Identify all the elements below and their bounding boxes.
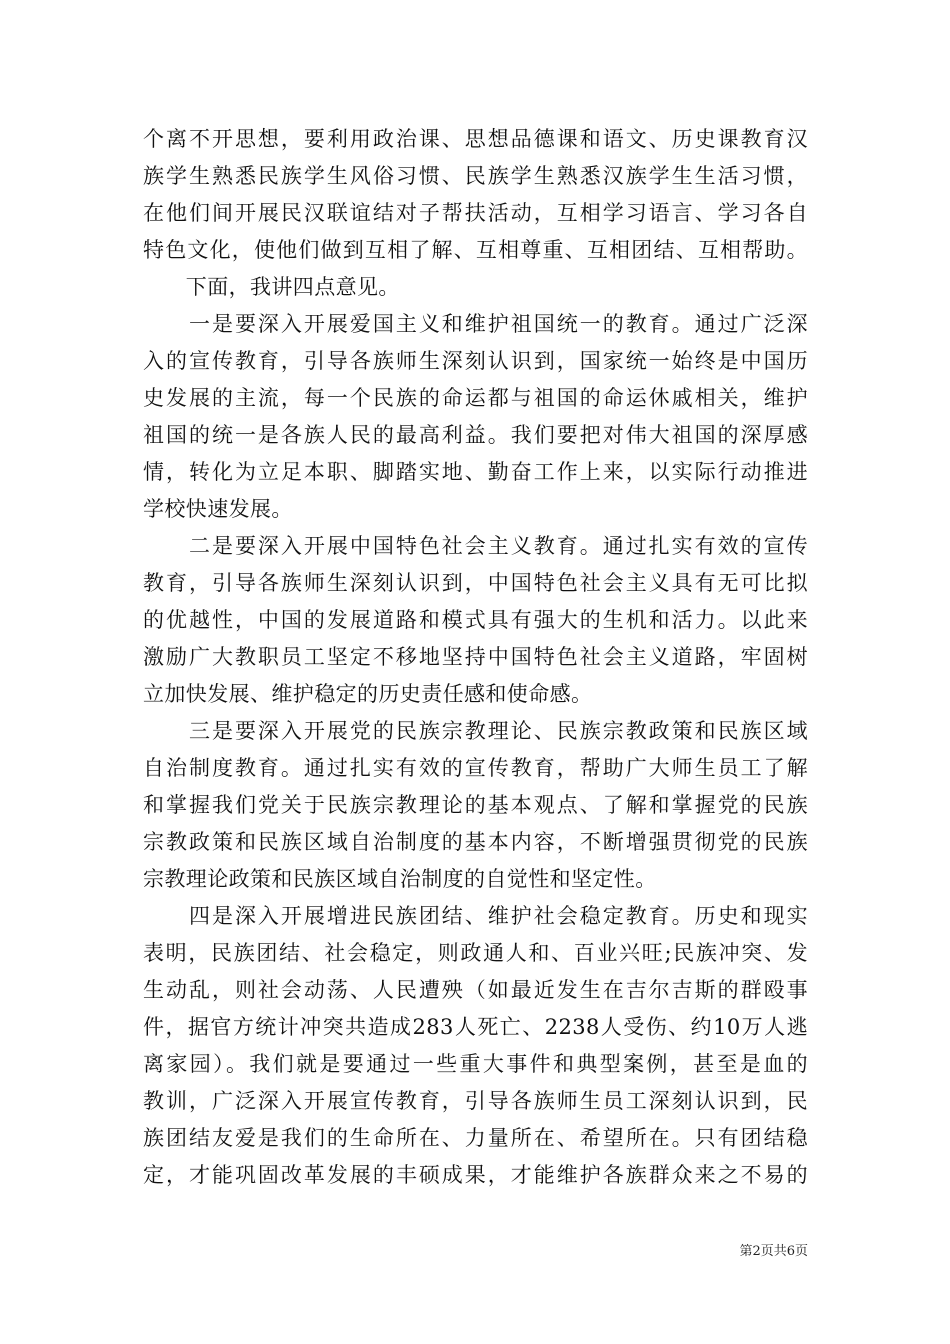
text-line: 学校快速发展。: [143, 497, 293, 521]
text-line: 的优越性，中国的发展道路和模式具有强大的生机和活力。以此来: [143, 608, 808, 632]
page-number-footer: [700, 1243, 808, 1261]
text-line: 族团结友爱是我们的生命所在、力量所在、希望所在。只有团结稳: [143, 1126, 808, 1150]
text-line: 教训，广泛深入开展宣传教育，引导各族师生员工深刻认识到，民: [143, 1089, 808, 1113]
text-line: 件，据官方统计冲突共造成283人死亡、2238人受伤、约10万人逃: [143, 1015, 808, 1039]
text-line: 个离不开思想，要利用政治课、思想品德课和语文、历史课教育汉: [143, 127, 808, 151]
text-line: 四是深入开展增进民族团结、维护社会稳定教育。历史和现实: [143, 904, 808, 928]
text-line: 三是要深入开展党的民族宗教理论、民族宗教政策和民族区域: [143, 719, 808, 743]
text-line: 和掌握我们党关于民族宗教理论的基本观点、了解和掌握党的民族: [143, 793, 808, 817]
text-line: 自治制度教育。通过扎实有效的宣传教育，帮助广大师生员工了解: [143, 756, 808, 780]
page-number-label: 第2页共6页: [739, 1244, 808, 1259]
text-line: 立加快发展、维护稳定的历史责任感和使命感。: [143, 682, 593, 706]
text-line: 定，才能巩固改革发展的丰硕成果，才能维护各族群众来之不易的: [143, 1163, 808, 1187]
text-line: 下面，我讲四点意见。: [143, 275, 400, 299]
text-line: 激励广大教职员工坚定不移地坚持中国特色社会主义道路，牢固树: [143, 645, 808, 669]
text-line: 离家园）。我们就是要通过一些重大事件和典型案例，甚至是血的: [143, 1052, 808, 1076]
text-line: 祖国的统一是各族人民的最高利益。我们要把对伟大祖国的深厚感: [143, 423, 808, 447]
text-line: 情，转化为立足本职、脚踏实地、勤奋工作上来，以实际行动推进: [143, 460, 808, 484]
document-body: [143, 121, 808, 1194]
text-line: 宗教理论政策和民族区域自治制度的自觉性和坚定性。: [143, 867, 657, 891]
text-line: 在他们间开展民汉联谊结对子帮扶活动，互相学习语言、学习各自: [143, 201, 808, 225]
text-line: 一是要深入开展爱国主义和维护祖国统一的教育。通过广泛深: [143, 312, 808, 336]
text-line: 教育，引导各族师生深刻认识到，中国特色社会主义具有无可比拟: [143, 571, 808, 595]
text-line: 入的宣传教育，引导各族师生深刻认识到，国家统一始终是中国历: [143, 349, 808, 373]
text-line: 特色文化，使他们做到互相了解、互相尊重、互相团结、互相帮助。: [143, 238, 808, 262]
text-line: 表明，民族团结、社会稳定，则政通人和、百业兴旺;民族冲突、发: [143, 941, 808, 965]
text-line: 族学生熟悉民族学生风俗习惯、民族学生熟悉汉族学生生活习惯，: [143, 164, 808, 188]
text-line: 生动乱，则社会动荡、人民遭殃（如最近发生在吉尔吉斯的群殴事: [143, 978, 808, 1002]
text-line: 宗教政策和民族区域自治制度的基本内容，不断增强贯彻党的民族: [143, 830, 808, 854]
text-line: 史发展的主流，每一个民族的命运都与祖国的命运休戚相关，维护: [143, 386, 808, 410]
text-line: 二是要深入开展中国特色社会主义教育。通过扎实有效的宣传: [143, 534, 808, 558]
